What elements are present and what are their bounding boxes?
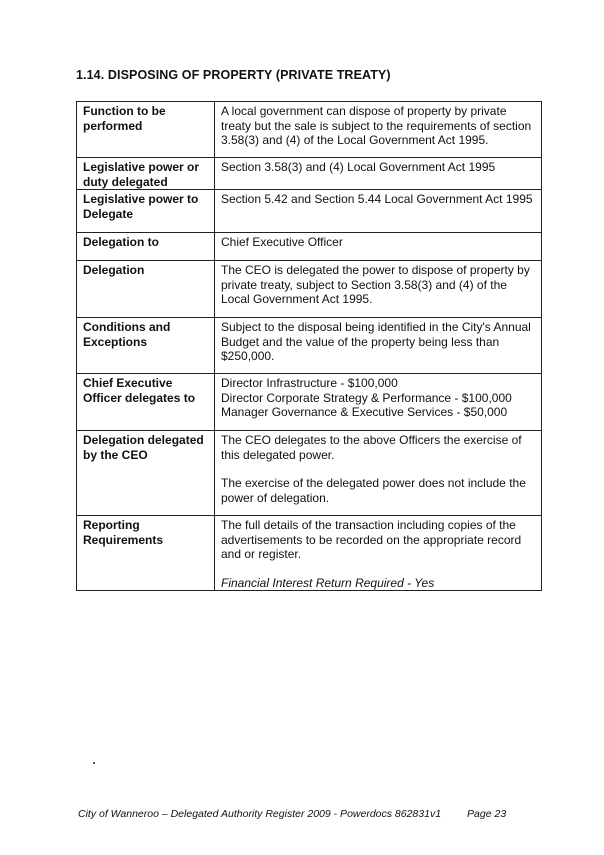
row-value — [215, 190, 542, 233]
row-label: Delegation to — [77, 233, 215, 261]
row-label: Delegation delegated by the CEO — [77, 431, 215, 516]
value-text: Director Corporate Strategy & Performance - $100,000 — [221, 390, 512, 405]
table-row — [77, 261, 542, 318]
table-row — [77, 102, 542, 158]
row-value — [215, 374, 542, 431]
page-number: Page 23 — [467, 808, 507, 820]
table-row — [77, 516, 542, 591]
value-text: The CEO delegates to the above Officers the exercise of this delegated power. — [221, 433, 522, 462]
delegation-table — [76, 101, 542, 591]
value-text: Section 3.58(3) and (4) Local Government Act 1995 — [221, 160, 496, 174]
row-value — [215, 431, 542, 516]
value-text: Section 5.42 and Section 5.44 Local Government Act 1995 — [221, 192, 533, 206]
row-label: Function to be performed — [77, 102, 215, 158]
row-label: Legislative power or duty delegated — [77, 158, 215, 190]
row-label: Chief Executive Officer delegates to — [77, 374, 215, 431]
row-value — [215, 516, 542, 591]
value-text: The exercise of the delegated power does not include the power of delegation. — [221, 476, 526, 505]
row-value — [215, 261, 542, 318]
table-row — [77, 374, 542, 431]
table-row — [77, 233, 542, 261]
value-text: Financial Interest Return Required - Yes — [221, 575, 435, 590]
row-label: Legislative power to Delegate — [77, 190, 215, 233]
footer-text: City of Wanneroo – Delegated Authority Register 2009 - Powerdocs 862831v1 — [78, 808, 442, 820]
value-text: The CEO is delegated the power to dispose of property by private treaty, subject to Section 3.58(3) and (4) of the Local Government Act 1995. — [221, 263, 530, 306]
table-row — [77, 190, 542, 233]
row-label: Reporting Requirements — [77, 516, 215, 591]
value-text: The full details of the transaction including copies of the advertisements to be recorded on the appropriate record and or register. — [221, 518, 522, 561]
row-value — [215, 102, 542, 158]
value-text: Director Infrastructure - $100,000 — [221, 376, 398, 390]
row-label: Conditions and Exceptions — [77, 318, 215, 374]
value-text: A local government can dispose of property by private treaty but the sale is subject to the requirements of section 3.58(3) and (4) of the Local Government Act 1995. — [221, 104, 532, 147]
value-text: Manager Governance & Executive Services - $50,000 — [221, 405, 508, 419]
value-text: Subject to the disposal being identified in the City's Annual Budget and the value of the property being less than $250,000. — [221, 320, 531, 363]
value-text: Chief Executive Officer — [221, 235, 343, 249]
scan-speck — [93, 762, 95, 764]
table-row — [77, 431, 542, 516]
row-label: Delegation — [77, 261, 215, 318]
row-value — [215, 233, 542, 261]
table-row — [77, 158, 542, 190]
page-footer — [78, 808, 506, 820]
row-value — [215, 158, 542, 190]
section-title: 1.14. DISPOSING OF PROPERTY (PRIVATE TREATY) — [76, 68, 391, 82]
row-value — [215, 318, 542, 374]
table-row — [77, 318, 542, 374]
